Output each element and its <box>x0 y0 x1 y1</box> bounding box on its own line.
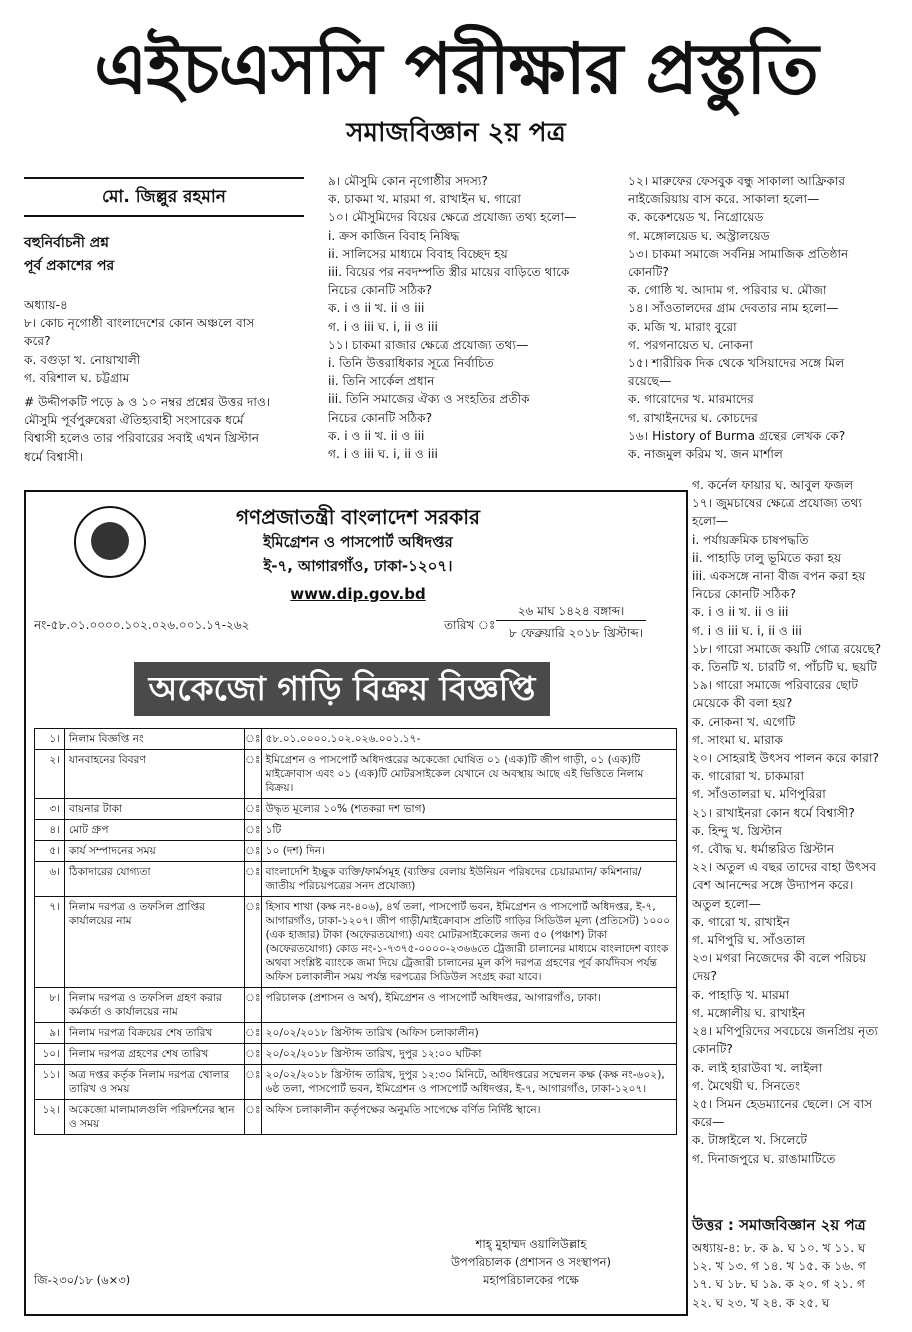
table-row <box>35 1023 677 1044</box>
row-label: নিলাম দরপত্র বিক্রয়ের শেষ তারিখ <box>65 1023 245 1044</box>
text-line: গ. সাঁওতালরা ঘ. মণিপুরিরা <box>692 787 826 802</box>
row-number: ৪। <box>35 820 65 841</box>
row-value: ২০/০২/২০১৮ খ্রিস্টাব্দ তারিখ, দুপুর ১২:৩০ মিনিটে, অধিদপ্তরের সম্মেলন কক্ষ (কক্ষ নং-৬০২), ৬ষ্ঠ তলা, পাসপোর্ট ভবন, ইমিগ্রেশন ও পাসপোর্ট অধিদপ্তর, ই-৭, আগারগাঁও, ঢাকা-১২০৭। <box>261 1065 676 1100</box>
table-row <box>35 729 677 750</box>
row-value: ৫৮.০১.০০০০.১০২.০২৬.০০১.১৭- <box>261 729 676 750</box>
text-line: গ. মঙ্গোলীয় ঘ. রাখাইন <box>692 1005 806 1020</box>
text-line: গ. i ও iii ঘ. i, ii ও iii <box>328 447 438 462</box>
text-line: ক. গারোরা খ. চাকমারা <box>692 769 804 784</box>
text-line: কোনটি? <box>692 1042 733 1057</box>
row-separator: ঃ <box>245 1044 262 1065</box>
text-line: দেয়? <box>692 969 717 984</box>
table-row <box>35 841 677 862</box>
row-label: যানবাহনের বিবরণ <box>65 750 245 799</box>
row-separator: ঃ <box>245 820 262 841</box>
row-separator: ঃ <box>245 1065 262 1100</box>
table-row <box>35 750 677 799</box>
row-number: ১২। <box>35 1100 65 1135</box>
text-line: ৯। মৌসুমি কোন নৃগোষ্ঠীর সদস্য? <box>328 174 488 188</box>
text-line: অধ্যায়-৪ <box>24 298 68 312</box>
text-line: ১২। মারুফের ফেসবুক বন্ধু সাকালা আফ্রিকার <box>628 174 846 188</box>
page-title: এইচএসসি পরীক্ষার প্রস্তুতি <box>94 28 818 110</box>
text-line: করে? <box>24 334 51 349</box>
row-label: অকেজো মালামালগুলি পরিদর্শনের স্থান ও সময় <box>65 1100 245 1135</box>
text-line: ক. গারো খ. রাখাইন <box>692 914 790 929</box>
text-line: গ. মঙ্গোলয়েড ঘ. অস্ট্রালয়েড <box>628 228 770 243</box>
text-line: iii. বিয়ের পর নবদম্পতি স্ত্রীর মায়ের বাড়িতে থাকে <box>328 265 570 280</box>
text-line: ii. সালিসের মাধ্যমে বিবাহ বিচ্ছেদ হয় <box>328 246 508 261</box>
text-line: নিচের কোনটি সঠিক? <box>328 410 433 425</box>
footer-code: জি-২৩০/১৮ (৬×৩) <box>34 1273 131 1287</box>
row-value: হিসাব শাখা (কক্ষ নং-৪০৬), ৪র্থ তলা, পাসপোর্ট ভবন, ইমিগ্রেশন ও পাসপোর্ট অধিদপ্তর, ই-৭, আগারগাঁও, ঢাকা-১২০৭। জীপ গাড়ী/মাইক্রোবাস প্রতিটি গাড়ির সিডিউল মূল্য (প্রতিসেট) ১০০০ (এক হাজার) টাকা (অফেরতযোগ্য) এবং মোটরসাইকেলের জন্য ৫০ (পঞ্চাশ) টাকা (অফেরতযোগ্য) কোড নং-১-৭৩৭৫-০০০০-২৩৬৬তে ট্রেজারী চালানের মাধ্যমে বাংলাদেশ ব্যাংক অথবা সংশ্লিষ্ট ব্যাংকে জমা দিয়ে ট্রেজারী চালানের মূল কপি দরপত্র গ্রহণের পূর্ব কার্যদিবস পর্যন্ত অফিস চলাকালীন সময় পর্যন্ত দরপত্রের সিডিউল সংগ্রহ করা যাবে। <box>261 897 676 988</box>
row-value: অফিস চলাকালীন কর্তৃপক্ষের অনুমতি সাপেক্ষে বর্ণিত নির্দিষ্ট স্থানে। <box>261 1100 676 1135</box>
row-number: ১১। <box>35 1065 65 1100</box>
table-row <box>35 988 677 1023</box>
row-label: কার্য সম্পাদনের সময় <box>65 841 245 862</box>
text-line: ১৯। গারো সমাজে পরিবারের ছোট <box>692 678 859 693</box>
text-line: ২৩। মগরা নিজেদের কী বলে পরিচয় <box>692 951 867 966</box>
row-separator: ঃ <box>245 1100 262 1135</box>
text-line: গ. দিনাজপুরে ঘ. রাঙামাটিতে <box>692 1151 836 1166</box>
row-separator: ঃ <box>245 799 262 820</box>
row-number: ২। <box>35 750 65 799</box>
text-line: মৌসুমি পূর্বপুরুষেরা ঐতিহ্যবাহী সংসারেক ধর্মে <box>24 413 244 428</box>
table-row <box>35 820 677 841</box>
author-name: মো. জিল্লুর রহমান <box>24 177 304 217</box>
text-line: বেশ আনন্দের সঙ্গে উদ্যাপন করে। <box>692 878 854 893</box>
row-number: ৬। <box>35 862 65 897</box>
answer-key-title: উত্তর : সমাজবিজ্ঞান ২য় পত্র <box>692 1216 866 1234</box>
notice-table <box>34 728 677 1135</box>
signer-on-behalf: মহাপরিচালকের পক্ষে <box>483 1273 579 1287</box>
row-label: অত্র দপ্তর কর্তৃক নিলাম দরপত্র খোলার তারিখ ও সময় <box>65 1065 245 1100</box>
text-line: গ. সাংমা ঘ. মারাক <box>692 732 784 747</box>
continuation-label: পূর্ব প্রকাশের পর <box>24 258 115 274</box>
text-line: মেয়েকে কী বলা হয়? <box>692 696 793 711</box>
row-separator: ঃ <box>245 841 262 862</box>
text-line: iii. তিনি সমাজের ঐক্য ও সংহতির প্রতীক <box>328 392 530 407</box>
text-line: গ. i ও iii ঘ. i, ii ও iii <box>328 319 438 334</box>
text-line: ২২। অতুল এ বছর তাদের বাহা উৎসব <box>692 860 877 875</box>
answer-key <box>692 1214 866 1312</box>
answer-line: অধ্যায়-৪: ৮. ক ৯. ঘ ১০. খ ১১. ঘ <box>692 1241 866 1255</box>
text-line: গ. i ও iii ঘ. i, ii ও iii <box>692 623 802 638</box>
text-line: ১৭। জুমচাষের ক্ষেত্রে প্রযোজ্য তথ্য <box>692 496 863 511</box>
row-number: ১০। <box>35 1044 65 1065</box>
row-label: বায়নার টাকা <box>65 799 245 820</box>
text-line: ১১। চাকমা রাজার ক্ষেত্রে প্রযোজ্য তথ্য— <box>328 337 529 352</box>
date-english: ৮ ফেব্রুয়ারি ২০১৮ খ্রিস্টাব্দ। <box>508 626 644 640</box>
row-number: ৭। <box>35 897 65 988</box>
text-line: ২৪। মণিপুরিদের সবচেয়ে জনপ্রিয় নৃত্য <box>692 1024 879 1039</box>
text-line: ধর্মে বিশ্বাসী। <box>24 449 84 464</box>
text-line: ii. পাহাড়ি ঢালু ভূমিতে করা হয় <box>692 550 842 565</box>
text-line: ২৫। সিমন হেডম্যানের ছেলে। সে বাস <box>692 1096 873 1111</box>
text-line: ক. তিনটি খ. চারটি গ. পাঁচটি ঘ. ছয়টি <box>692 660 877 675</box>
text-line: ক. হিন্দু খ. খ্রিস্টান <box>692 823 782 838</box>
row-value: বাংলাদেশি ইচ্ছুক ব্যক্তি/ফার্মসমূহ (ব্যক্তির বেলায় ইউনিয়ন পরিষদের চেয়ারম্যান/ কমিশনার/ জাতীয় পরিচয়পত্রের সনদ প্রযোজ্য) <box>261 862 676 897</box>
text-line: ii. তিনি সার্কেল প্রধান <box>328 374 435 389</box>
text-line: ক. মজি খ. মারাং বুরো <box>628 319 737 334</box>
question-column-2 <box>328 172 576 463</box>
text-line: ক. টাঙ্গাইলে খ. সিলেটে <box>692 1133 808 1148</box>
reference-number: নং-৫৮.০১.০০০০.১০২.০২৬.০০১.১৭-২৬২ <box>34 618 250 632</box>
text-line: ক. চাকমা খ. মারমা গ. রাখাইন ঘ. গারো <box>328 192 521 207</box>
row-value: ২০/০২/২০১৮ খ্রিস্টাব্দ তারিখ, দুপুর ১২:০০ ঘটিকা <box>261 1044 676 1065</box>
row-number: ৮। <box>35 988 65 1023</box>
row-number: ১। <box>35 729 65 750</box>
text-line: গ. বৌদ্ধ ঘ. ধর্মান্তরিত খ্রিস্টান <box>692 842 835 857</box>
text-line: # উদ্দীপকটি পড়ে ৯ ও ১০ নম্বর প্রশ্নের উত্তর দাও। <box>24 395 271 410</box>
text-line: ২১। রাখাইনরা কোন ধর্মে বিশ্বাসী? <box>692 805 855 820</box>
row-label: নিলাম দরপত্র গ্রহণের শেষ তারিখ <box>65 1044 245 1065</box>
row-number: ৫। <box>35 841 65 862</box>
text-line: করে— <box>692 1115 725 1130</box>
text-line: গ. বরিশাল ঘ. চট্টগ্রাম <box>24 370 130 385</box>
row-separator: ঃ <box>245 729 262 750</box>
row-value: উদ্ধৃত মূল্যের ১০% (শতকরা দশ ভাগ) <box>261 799 676 820</box>
table-row <box>35 897 677 988</box>
notice-banner: অকেজো গাড়ি বিক্রয় বিজ্ঞপ্তি <box>134 662 550 716</box>
text-line: ক. i ও ii খ. ii ও iii <box>328 428 425 443</box>
row-label: নিলাম বিজ্ঞপ্তি নং <box>65 729 245 750</box>
text-line: নিচের কোনটি সঠিক? <box>328 283 433 298</box>
text-line: ক. বগুড়া খ. নোয়াখালী <box>24 352 141 367</box>
text-line: হলো— <box>692 514 729 529</box>
text-line: ক. নোকনা খ. এগেটি <box>692 714 796 729</box>
text-line: ১৬। History of Burma গ্রন্থের লেখক কে? <box>628 428 846 443</box>
answer-line: ২২. ঘ ২৩. খ ২৪. ক ২৫. ঘ <box>692 1295 830 1310</box>
row-label: নিলাম দরপত্র ও তফসিল গ্রহণ করার কর্মকর্তা ও কার্যালয়ের নাম <box>65 988 245 1023</box>
row-value: ২০/০২/২০১৮ খ্রিস্টাব্দ তারিখ (অফিস চলাকালীন) <box>261 1023 676 1044</box>
text-line: ক. গারোদের খ. মারমাদের <box>628 392 754 407</box>
text-line: ২০। সোহরাই উৎসব পালন করে কারা? <box>692 751 879 766</box>
row-separator: ঃ <box>245 988 262 1023</box>
row-separator: ঃ <box>245 750 262 799</box>
text-line: নিচের কোনটি সঠিক? <box>692 587 797 602</box>
answer-line: ১২. খ ১৩. গ ১৪. খ ১৫. ক ১৬. গ <box>692 1259 866 1274</box>
date-label: তারিখ ঃ <box>444 618 496 632</box>
text-line: ১৩। চাকমা সমাজে সর্বনিম্ন সামাজিক প্রতিষ্ঠান <box>628 246 849 261</box>
date-bangla: ২৬ মাঘ ১৪২৪ বঙ্গাব্দ। <box>496 602 646 621</box>
text-line: ক. পাহাড়ি খ. মারমা <box>692 987 790 1002</box>
text-line: গ. মৈথেয়ী ঘ. সিনতেং <box>692 1078 801 1093</box>
text-line: ক. নাজমুল করিম খ. জন মার্শাল <box>628 447 783 462</box>
row-value: ১০ (দশ) দিন। <box>261 841 676 862</box>
table-row <box>35 862 677 897</box>
row-separator: ঃ <box>245 1023 262 1044</box>
table-row <box>35 799 677 820</box>
text-line: রয়েছে— <box>628 374 672 389</box>
question-column-4 <box>692 476 881 1168</box>
text-line: গ. রাখাইনদের ঘ. কোচদের <box>628 410 758 425</box>
text-line: গ. মণিপুরি ঘ. সাঁওতাল <box>692 933 806 948</box>
text-line: ক. i ও ii খ. ii ও iii <box>328 301 425 316</box>
government-name: গণপ্রজাতন্ত্রী বাংলাদেশ সরকার <box>236 505 480 529</box>
text-line: i. তিনি উত্তরাধিকার সূত্রে নির্বাচিত <box>328 356 494 371</box>
row-separator: ঃ <box>245 897 262 988</box>
section-title: বহুনির্বাচনী প্রশ্ন <box>24 235 109 251</box>
text-line: i. ক্রস কাজিন বিবাহ নিষিদ্ধ <box>328 228 460 243</box>
row-number: ৯। <box>35 1023 65 1044</box>
department-name: ইমিগ্রেশন ও পাসপোর্ট অধিদপ্তর <box>263 533 453 551</box>
auction-notice <box>24 490 688 1316</box>
row-separator: ঃ <box>245 862 262 897</box>
page-subtitle: সমাজবিজ্ঞান ২য় পত্র <box>346 118 566 148</box>
signer-title: উপপরিচালক (প্রশাসন ও সংস্থাপন) <box>450 1255 612 1269</box>
row-value: ১টি <box>261 820 676 841</box>
text-line: গ. পরগনায়েত ঘ. নোকনা <box>628 337 753 352</box>
table-row <box>35 1065 677 1100</box>
text-line: ক. গোষ্ঠি খ. আদাম গ. পরিবার ঘ. মৌজা <box>628 283 827 298</box>
text-line: অতুল হলো— <box>692 896 761 911</box>
row-label: ঠিকাদারের যোগ্যতা <box>65 862 245 897</box>
text-line: ১০। মৌসুমিদের বিয়ের ক্ষেত্রে প্রযোজ্য তথ্য হলো— <box>328 210 577 225</box>
text-line: নাইজেরিয়ায় বাস করে. সাকালা হলো— <box>628 192 820 207</box>
text-line: i. পর্যায়ক্রমিক চাষপদ্ধতি <box>692 532 809 547</box>
text-line: ক. লাই হারাউবা খ. লাইলা <box>692 1060 823 1075</box>
signer-name: শাহ্ মুহাম্মদ ওয়ালিউল্লাহ <box>475 1237 587 1251</box>
answer-line: ১৭. ঘ ১৮. ঘ ১৯. ক ২০. গ ২১. গ <box>692 1277 865 1292</box>
row-value: ইমিগ্রেশন ও পাসপোর্ট অধিদপ্তরের অকেজো ঘোষিত ০১ (এক)টি জীপ গাড়ী, ০১ (এক)টি মাইক্রোবাস এবং ০১ (এক)টি মোটরসাইকেল যেখানে যে অবস্থায় আছে এই ভিত্তিতে নিলাম বিক্রয়। <box>261 750 676 799</box>
text-line: ১৮। গারো সমাজে কয়টি গোত্র রয়েছে? <box>692 641 882 656</box>
website-link[interactable]: www.dip.gov.bd <box>290 585 426 603</box>
table-row <box>35 1044 677 1065</box>
question-column-1 <box>24 296 270 466</box>
row-label: নিলাম দরপত্র ও তফসিল প্রাপ্তির কার্যালয়ের নাম <box>65 897 245 988</box>
text-line: ক. ককেশয়েড খ. নিগ্রোয়েড <box>628 210 764 225</box>
row-value: পরিচালক (প্রশাসন ও অর্থ), ইমিগ্রেশন ও পাসপোর্ট অধিদপ্তর, আগারগাঁও, ঢাকা। <box>261 988 676 1023</box>
text-line: গ. কর্নেল ফায়ার ঘ. আবুল ফজল <box>692 478 854 492</box>
office-address: ই-৭, আগারগাঁও, ঢাকা-১২০৭। <box>263 557 453 575</box>
table-row <box>35 1100 677 1135</box>
text-line: কোনটি? <box>628 265 669 280</box>
text-line: ক. i ও ii খ. ii ও iii <box>692 605 789 620</box>
text-line: ১৫। শারীরিক দিক থেকে খসিয়াদের সঙ্গে মিল <box>628 356 845 371</box>
question-column-3 <box>628 172 848 463</box>
text-line: ১৪। সাঁওতালদের গ্রাম দেবতার নাম হলো— <box>628 301 839 316</box>
text-line: বিশ্বাসী হলেও তার পরিবারের সবাই এখন খ্রিস্টান <box>24 431 260 446</box>
row-label: মোট গ্রুপ <box>65 820 245 841</box>
row-number: ৩। <box>35 799 65 820</box>
text-line: ৮। কোচ নৃগোষ্ঠী বাংলাদেশের কোন অঞ্চলে বাস <box>24 316 255 331</box>
text-line: iii. একসঙ্গে নানা বীজ বপন করা হয় <box>692 569 866 584</box>
